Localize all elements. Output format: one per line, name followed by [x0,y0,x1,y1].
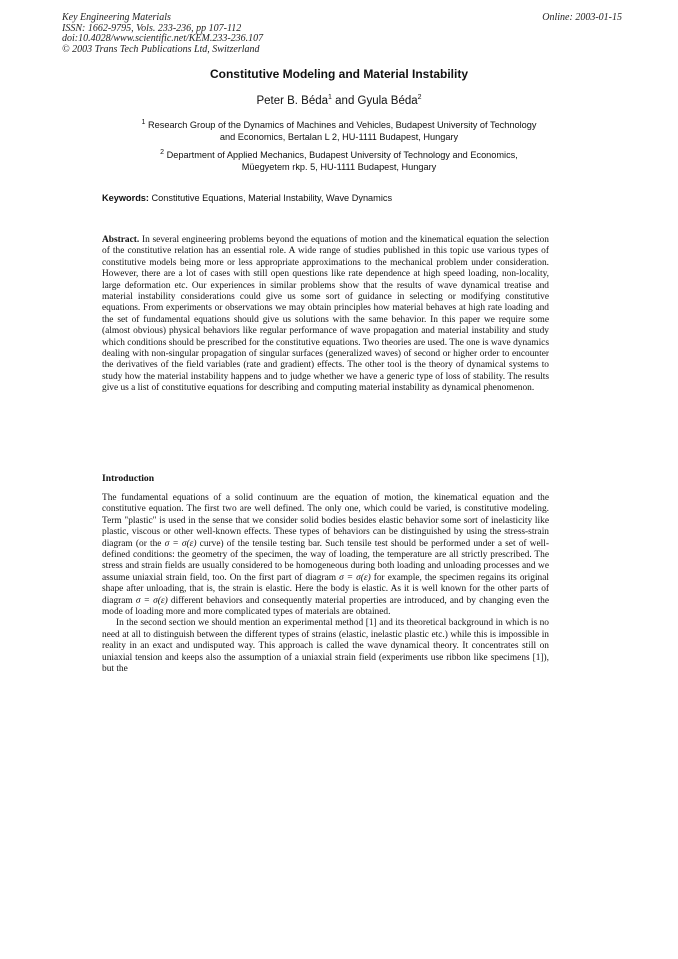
affiliation-2-mark: 2 [160,148,165,156]
copyright-line: © 2003 Trans Tech Publications Ltd, Switzerland [62,43,260,55]
abstract [102,235,549,395]
intro-p1-text-c: for example, the specimen regains its original shape after unloading, that is, the strain is elastic. Here the body is elastic. As it is well known for the other parts of diagram [102,572,549,606]
journal-name: Key Engineering Materials [62,12,171,23]
stress-strain-formula-2: σ = σ(ε) [339,572,371,583]
doi-link[interactable]: doi:10.4028/www.scientific.net/KEM.233-236.107 [62,33,264,44]
journal-header [62,13,622,55]
stress-strain-formula-1: σ = σ(ε) [164,538,197,549]
intro-p1-text-a: The fundamental equations of a solid continuum are the equation of motion, the kinematical equation and the constitutive equation. The first two are well defined. The only one, which could be varied, is constitutive modeling. Term "plastic" is used in the sense that we consider solid bodies besides elastic behavior some sort of inelasticity like plastic, viscous or other well-known effects. These types of behaviors can be distinguished by using the stress-strain diagram (or the [102,493,549,549]
paper-title: Constitutive Modeling and Material Instability [209,67,469,81]
affiliation-1 [100,120,578,143]
affiliation-1-line1: Research Group of the Dynamics of Machines and Vehicles, Budapest University of Technology [148,120,537,130]
author-1-mark: 1 [328,94,332,102]
introduction-body [102,493,549,676]
author-1: Peter B. Béda [256,95,329,107]
intro-p1-text-b: curve) of the tensile testing bar. Such tensile test should be performed under a set of well-defined conditions: the geometry of the specimen, the way of loading, the temperature are all strictly prescribed. The stress and strain fields are usually considered to be homogeneous during both loading and unloading processes and we assume uniaxial strain field, too. On the first part of diagram [102,538,549,583]
affiliation-1-mark: 1 [141,118,146,126]
section-heading-introduction: Introduction [102,473,155,484]
keywords [102,193,582,203]
issn-line: ISSN: 1662-9795, Vols. 233-236, pp 107-112 [62,22,242,34]
online-date: Online: 2003-01-15 [542,12,622,23]
abstract-label: Abstract. [102,235,140,245]
author-2: Gyula Béda [357,95,418,107]
author-line [0,95,678,107]
intro-paragraph-1 [102,493,549,618]
keywords-label: Keywords: [102,193,149,203]
abstract-text: In several engineering problems beyond the equations of motion and the kinematical equation the selection of the constitutive relation has an essential role. A wide range of studies published in this topic use various types of constitutive models being more or less appropriate approximations to the mechanical problem under consideration. However, there are a lot of cases with still open questions like rate dependence at high speed loading, non-locality, large deformation etc. Our experiences in similar problems show that the results of wave dynamical treatise and material instability considerations could give us some sort of guidance in selecting or modifying constitutive equations. From experiments or observations we may obtain principles how material behaves at high rate loading and the set of fundamental equations should give us solutions with the same behavior. In this paper we require some (almost obvious) physical behaviors like regular performance of wave propagation and material instability and study which conditions should be prescribed for the constitutive equations. Two theories are used. The one is wave dynamics dealing with non-singular propagation of singular surfaces (generalized waves) of second or higher order to encounter the derivatives of the field variables (rate and gradient) effects. The other tool is the theory of dynamical systems to study how the material instability happens and to judge whether we have a generic type of loss of stability. The results give us a list of constitutive equations for describing and computing material instability as dynamical phenomenon. [102,235,549,394]
stress-strain-formula-3: σ = σ(ε) [135,595,168,606]
intro-p1-text-d: different behaviors and consequently material properties are introduced, and by changing even the mode of loading more and more complicated types of materials are obtained. [102,595,550,618]
affiliation-1-line2: and Economics, Bertalan L 2, HU-1111 Budapest, Hungary [219,131,459,142]
keywords-text: Constitutive Equations, Material Instability, Wave Dynamics [151,193,393,203]
affiliation-2 [100,150,578,173]
intro-paragraph-2: In the second section we should mention an experimental method [1] and its theoretical background in which is no need at all to distinguish between the different types of strains (elastic, inelastic plastic etc.) while this is impossible in reality in an exact and undisputed way. This approach is called the wave dynamical theory. It concentrates still on uniaxial tension and keeps also the assumption of a uniaxial strain field (experiments use ribbon like specimens [1]), but the [102,618,549,675]
author-separator: and [331,95,358,107]
affiliation-2-line2: Müegyetem rkp. 5, HU-1111 Budapest, Hungary [241,161,437,172]
author-2-mark: 2 [417,94,422,102]
affiliation-2-line1: Department of Applied Mechanics, Budapest University of Technology and Economics, [166,150,518,160]
